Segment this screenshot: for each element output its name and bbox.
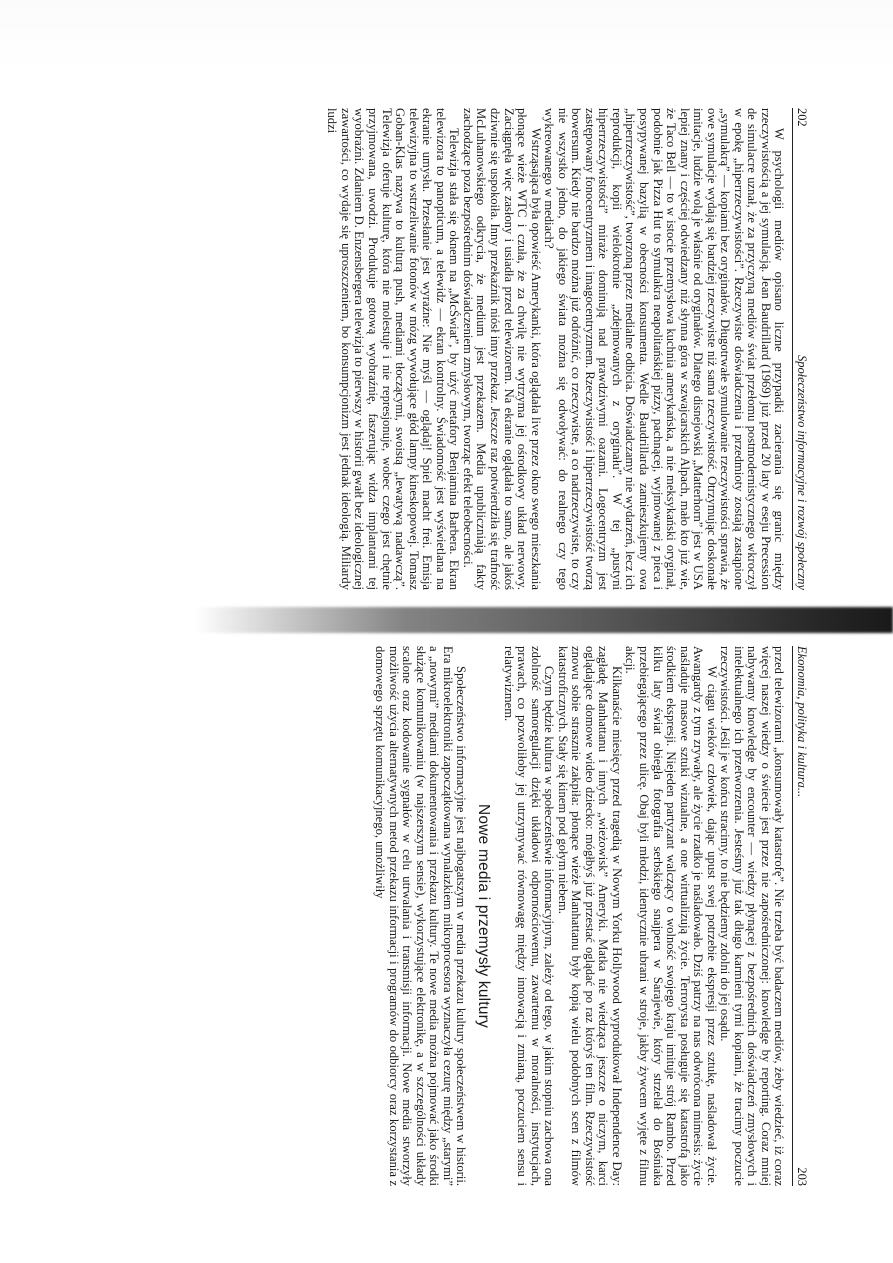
paragraph: Wstrząsająca była opowieść Amerykanki, która oglądała live przez okno swego mieszkania płonące wieże WTC i czuła, że za chwilę nie wytrzyma jej ośrodkowy układ nerwowy. Zaciągnęła więc zasłony i usiadła przed telewizorem. Na ekranie oglądała to samo, ale jakoś dziwnie się uspokoiła. Inny przekaźnik niósł inny przekaz. Jeszcze raz potwierdziła się trafność McLuhanowskiego odkrycia, że medium jest przekazem. Media upubliczniają fakty zachodzące poza bezpośrednim doświadczeniem zmysłowym, tworząc efekt teleobecności.: [460, 108, 543, 590]
page-number: 203: [795, 1167, 809, 1186]
page-number: 202: [795, 108, 809, 127]
book-gutter-shadow: [195, 607, 893, 633]
section-heading: Nowe media i przemysły kultury: [474, 804, 492, 1028]
running-head-title: Ekonomia, polityka i kultura...: [795, 646, 809, 798]
paragraph: przed telewizorami „konsumowały katastrofę”. Nie trzeba być badaczem mediów, żeby wiedzieć, iż coraz więcej naszej wiedzy o świecie jest przez nie zapośredniczonej: knowledge by reporting. Coraz mniej nabywamy knowledge by encounter — wiedzy płynącej z bezpośrednich doświadczeń zmysłowych i intelektualnego ich przetworzenia. Jesteśmy już tak długo karmieni tymi kopiami, że tracimy poczucie rzeczywistości. Jeśli je w końcu stracimy, to nie będziemy zdolni do jej osądu.: [718, 646, 787, 1186]
paragraph: W psychologii mediów opisano liczne przypadki zacierania się granic między rzeczywistością a jej symulacją. Jean Baudrillard (1969) już przed 20 laty w eseju Precession de simulacre uznał, że za przyczyną mediów świat przełomu postmodernistycznego wkroczył w epokę „hiperrzeczywistości”. Rzeczywiste doświadczenia i przedmioty zostają zastąpione „symulakrą” — kopiami bez oryginałów. Długotrwałe symulowanie rzeczywistości sprawia, że owe symulacje wydają się bardziej rzeczywiste niż sama rzeczywistość. Otrzymując doskonałe imitacje, ludzie wolą je właśnie od oryginałów. Dlatego disnejowski „Matterhorn” jest w USA lepiej znany i częściej odwiedzany niż słynna góra w szwajcarskich Alpach, mało kto już wie, że Taco Bell — to w istocie przemysłowa kuchnia amerykańska, a nie meksykański oryginał, podobnie jak Pizza Hut to symulakra neapolitańskiej pizzy, pachnącej, wyjmowanej z pieca i posypywanej bazylią w obecności konsumenta. Wedle Baudrillarda zamieszkujemy owa „hiperrzeczywistość”, tworzoną przez medialne odbicia. Doświadczamy nie wydarzeń, lecz ich reprodukcji, kopii wielokrotnie „zdejmowanych z oryginału”. W tej „pustyni hiperrzeczywistości” miraże dominują nad prawdziwymi oazami. Logocentryzm jest zastępowany fonocentryzmem i imagocentryzmem. Rzeczywistość i hiperrzeczywistość tworzą bowersum. Kiedy nie bardzo można już odróżnić, co rzeczywiste, a co nadrzeczywiste, to czy nie wszystko jedno, do jakiego świata można się odwoływać: do realnego czy tego wykreowanego w mediach?: [542, 108, 787, 590]
running-head-title: Społeczeństwo informacyjne i rozwój społeczny: [795, 355, 809, 590]
paragraph: Społeczeństwo informacyjne jest najbogatszym w media przekazu kultury społeczeństwem w historii. Era mikroelektroniki zapoczątkowana wynalazkiem mikroprocesora wyznaczyła cezurę między „starymi” a „nowymi” mediami dokumentowania i przekazu kultury. Te nowe media można pojmować jako środki służące komunikowaniu (w najszerszym sensie), wykorzystujące elektronikę, a w szczególności układy scalone oraz kodowanie sygnałów w celu utrwalania i transmisji informacji. Nowe media stworzyły możliwość użycia alternatywnych metod przekazu informacji i programów do odbiorcy oraz korzystania z domowego sprzętu komunikacyjnego, umożliwiły: [373, 646, 469, 1186]
paragraph: Telewizja stała się oknem na „McŚwiat”, by użyć metafory Benjamina Barbera. Ekran telewizora to panopticum, a telewidz — ekran kontrolny. Świadomość jest wyświetlana na ekranie umysłu. Przesłanie jest wyraźne: Nie myśl — oglądaj! Spiel macht frei. Emisja telewizyjna to wstrzeliwanie fotonów w mózg wywołujące głód lampy kineskopowej. Tomasz Goban-Klas nazywa to kulturą push, mediami tłoczącymi, swoistą „lewatywą nadawczą”. Telewizja oferuje kulturę, która nie molestuje i nie represjonuje, wobec czego jest chętnie przyjmowana, uwodzi. Produkuje gotową wyobraźnię, faszerując widza implantami tej wyobraźni. Zdaniem D. Enzensbergera telewizja to pierwszy w historii gwałt bez ideologicznej zawartości, co wydaje się uproszczeniem, bo konsumpcjonizm jest jednak ideologią. Miliardy ludzi: [325, 108, 462, 590]
page-202: [78, 108, 808, 590]
paragraph: Kilkanaście miesięcy przed tragedią w Nowym Yorku Hollywood wyprodukował Independence Day: zagładę Manhattanu i innych „wieżowisk” Ameryki. Matka nie wiedząca jeszcze o niczym, karci oglądające domowe wideo dziecko: mógłbyś już przestać oglądać po raz któryś ten film. Rzeczywistość znowu sobie strasznie zakpiła: płonące wieże Manhattanu były kopią wielu podobnych scen z filmów katastroficznych. Stały się kinem pod gołym niebem.: [555, 646, 624, 1186]
paragraph: W ciągu wieków człowiek, dając upust swej potrzebie ekspresji przez sztukę, naśladował życie. Awangardy z tym zrywały, ale życie rzadko je naśladowało. Dziś patrzy na nas odwrócona mimesis: życie naśladuje masowe sztuki wizualne, a one wirtualizują życie. Terrorysta posługuje się katastrofą jako środkiem ekspresji. Niejeden partyzant walczący o wolność swojego kraju imituje strój Rambo. Przed kilku laty świat obiegła fotografia serbskiego snajpera w Sarajewie, który strzelał do Bośniaka przebiegającego przez ulicę. Obaj byli młodzi, identycznie ubrani w stroje, jakby żywcem wyjęte z filmu akcji.: [623, 646, 719, 1186]
scan-background: [0, 0, 893, 70]
running-header: [792, 646, 808, 1186]
running-header: [792, 108, 808, 590]
paragraph: Czym będzie kultura w społeczeństwie informacyjnym, zależy od tego, w jakim stopniu zachowa ona zdolność samoregulacji dzięki układowi odpornościowemu, zawartemu w moralności, instytucjach, prawach, co pozwoliłoby jej utrzymywać równowagę między innowacją i zmianą, poczuciem sensu i relatywizmem.: [501, 646, 557, 1186]
page-203: [78, 646, 808, 1186]
